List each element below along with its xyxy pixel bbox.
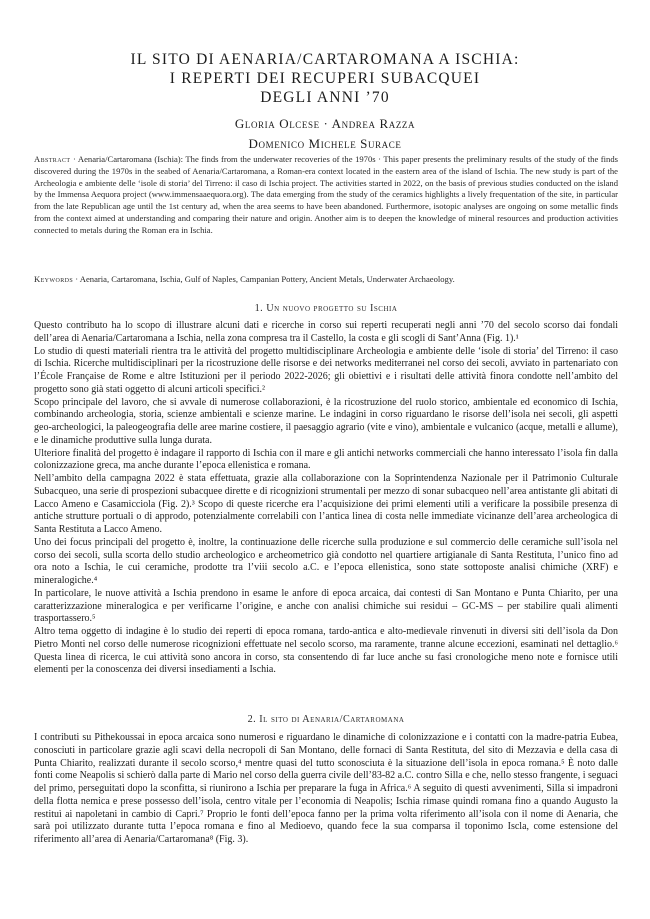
section-2-heading: 2. Il sito di Aenaria/Cartaromana (247, 714, 405, 725)
paragraph: Nell’ambito della campagna 2022 è stata effettuata, grazie alla collaborazione con la Soprintendenza Nazionale per il Patrimonio Culturale Subacqueo, una serie di prospezioni subacquee dirette e di ricognizioni strumentali per mezzo di sonar subacqueo nell’area antistante gli abitati di Lacco Ameno e Casamicciola (Fig. 2).³ Scopo di queste ricerche era l’acquisizione dei primi elementi utili a verificare la possibile presenza di antiche strutture portuali o di approdo, potenzialmente correlabili con l’antica linea di costa nelle immediate vicinanze dell’area archeologica di Santa Restituta a Lacco Ameno. (34, 473, 618, 535)
keywords-text: · Aenaria, Cartaromana, Ischia, Gulf of Naples, Campanian Pottery, Ancient Metals, Underwater Archaeology. (73, 274, 455, 284)
abstract (34, 154, 618, 237)
title-line-1: IL SITO DI AENARIA/CARTAROMANA A ISCHIA: (130, 51, 520, 68)
section-2-body (34, 732, 618, 847)
paragraph: Altro tema oggetto di indagine è lo studio dei reperti di epoca romana, tardo-antica e alto-medievale rinvenuti in diversi siti dell’isola da Don Pietro Monti nel corso delle numerose ricognizioni effettuate nel secolo scorso, ma raramente, tranne alcune eccezioni, esaminati nel dettaglio.⁶ Questa linea di ricerca, le cui attività sono ancora in corso, sta consentendo di far luce anche su fasi cronologiche meno note e fornisce utili elementi per la conoscenza dei diversi insediamenti a Ischia. (34, 626, 618, 676)
keywords (34, 274, 618, 286)
paragraph: Ulteriore finalità del progetto è indagare il rapporto di Ischia con il mare e gli antichi networks commerciali che hanno interessato l’isola fin dalla colonizzazione greca, ma anche durante l’epoca ellenistica e romana. (34, 447, 618, 472)
abstract-text: · Aenaria/Cartaromana (Ischia): The finds from the underwater recoveries of the 1970s · This paper presents the preliminary results of the study of the finds discovered during the 1970s in the seabed of Aenaria/Cartaromana, a Roman-era context located in the eastern area of the island of Ischia. The new study is part of the Archeologia e ambiente delle ‘isole di storia’ del Tirreno: il caso di Ischia project. The activities started in 2022, on the basis of previous studies conducted on the island by the Immensa Aequora project (www.immensaaequora.org). The data emerging from the study of the ceramics highlights a lively frequentation of the site, in particular from the late Republican age until the 1st century ad, when the area seems to have been abandoned. Furthermore, isotopic analyses are ongoing on some metallic finds from the context aimed at understanding and comparing their nature and origin. Another aim is to deepen the knowledge of mineral resources and production activities connected to metals during the Roman era in Ischia. (34, 154, 618, 235)
paragraph: In particolare, le nuove attività a Ischia prendono in esame le anfore di epoca arcaica, dai contesti di San Montano e Punta Chiarito, per una caratterizzazione mineralogica e per verificarne l’origine, e anche con analisi chimiche sui residui – GC-MS – per stabilire quali alimenti trasportassero.⁵ (34, 587, 618, 625)
keywords-label: Keywords (34, 274, 74, 284)
authors-line-1: Gloria Olcese · Andrea Razza (234, 116, 416, 131)
title-line-3: DEGLI ANNI ’70 (260, 89, 390, 106)
paragraph: Questo contributo ha lo scopo di illustrare alcuni dati e ricerche in corso sui reperti recuperati negli anni ’70 del secolo scorso dai fondali dell’area di Aenaria/Cartaromana a Ischia, nella zona compresa tra il Castello, la costa e gli scogli di Sant’Anna (Fig. 1).¹ (34, 320, 618, 344)
section-1-heading: 1. Un nuovo progetto su Ischia (254, 303, 398, 314)
paragraph: I contributi su Pithekoussai in epoca arcaica sono numerosi e riguardano le dinamiche di colonizzazione e i contatti con la madre-patria Eubea, conosciuti in particolare grazie agli scavi della necropoli di San Montano, delle fornaci di Santa Restituta, del sito di Mezzavia e della casa di Punta Chiarito, realizzati durante il secolo scorso,⁴ mentre quasi del tutto sconosciuta è la situazione dell’isola in epoca romana.⁵ È noto dalle fonti come Neapolis si schierò dalla parte di Mario nel corso della guerra civile dell’83-82 a.C. contro Silla e che, nello stesso frangente, i seguaci del primo, perseguitati dopo la sconfitta, si riunirono a Ischia per preparare la fuga in Africa.⁶ A seguito di questi avvenimenti, Silla si impadronì della flotta nemica e prese possesso dell’isola, centro vitale per l’economia di Neapolis; Ischia rimase quindi romana fino a quando Augusto la restituì ai napoletani in cambio di Capri.⁷ Proprio le fonti dell’epoca fanno per la prima volta riferimento all’isola con il nome di Aenaria, che sarà poi utilizzato durante tutta l’epoca romana e fino al Medioevo, quando fece la sua comparsa il toponimo Iscla, come estensione del riferimento all’area di Aenaria/Cartaromana⁸ (Fig. 3). (34, 732, 618, 845)
abstract-label: Abstract (34, 154, 71, 164)
paragraph: Lo studio di questi materiali rientra tra le attività del progetto multidisciplinare Archeologia e ambiente delle ‘isole di storia’ del Tirreno: il caso di Ischia. Ricerche multidisciplinari per la ricostruzione delle risorse e dei networks mediterranei nel corso dei secoli, avviato in partenariato con l’École Française de Rome e altre Istituzioni per il periodo 2022-2026; gli obiettivi e i risultati delle attività finora condotte nell’ambito del progetto sono già stati oggetto di alcuni articoli specifici.² (34, 345, 618, 395)
title-line-2: I REPERTI DEI RECUPERI SUBACQUEI (169, 70, 481, 87)
section-1-body (34, 320, 618, 677)
paragraph: Scopo principale del lavoro, che si avvale di numerose collaborazioni, è la ricostruzione del ruolo storico, ambientale ed economico di Ischia, combinando archeologia, storia, scienze ambientali e scienze marine. Le indagini in corso riguardano le risorse dell’isola nei secoli, gli aspetti geo-archeologici, la paleogeografia delle aree marine costiere, il paesaggio agrario (vite e vino), ambientale e vulcanico (acque, metalli e allume), e le dinamiche produttive sulla lunga durata. (34, 396, 618, 446)
paragraph: Uno dei focus principali del progetto è, inoltre, la continuazione delle ricerche sulla produzione e sul commercio delle ceramiche sull’isola nel corso dei secoli, sulla scorta dello studio archeologico e archeometrico già condotto nel quartiere artigianale di Santa Restituta, l’unico fino ad ora noto a Ischia, le cui ceramiche, prodotte tra l’viii secolo a.C. e l’epoca ellenistica, sono state sottoposte analisi chimiche (XRF) e mineralogiche.⁴ (34, 536, 618, 586)
author-list (40, 114, 610, 154)
article-title (40, 50, 610, 107)
authors-line-2: Domenico Michele Surace (248, 136, 402, 151)
